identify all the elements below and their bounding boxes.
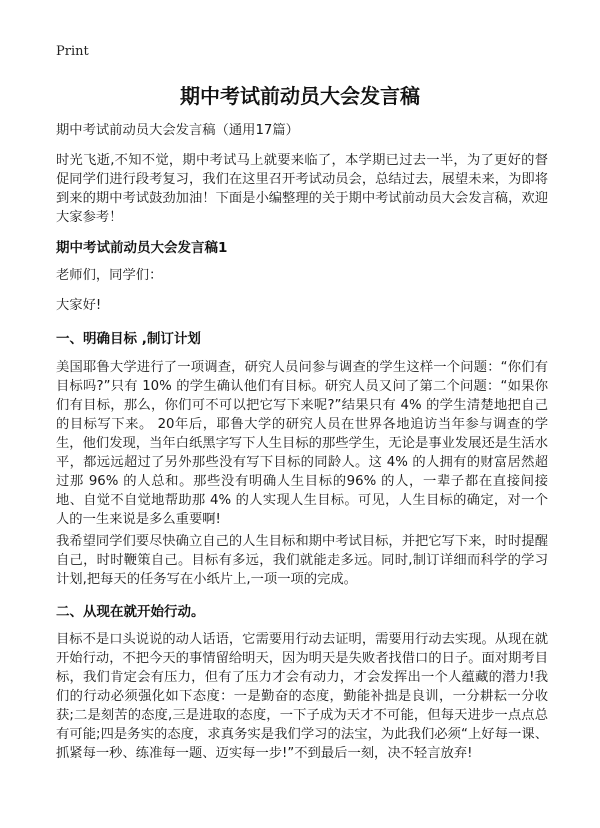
heading-2: 二、从现在就开始行动。 <box>56 604 205 620</box>
heading-1: 一、明确目标 ,制订计划 <box>56 331 201 347</box>
intro-paragraph: 时光飞逝,不知不觉，期中考试马上就要来临了，本学期已过去一半，为了更好的督促同学们进行段考复习，我们在这里召开考试动员会，总结过去，展望未来，为即将到来的期中考试鼓劲加油！下面是小编整理的关于期中考试前动员大会发言稿，欢迎大家参考！ <box>56 153 548 225</box>
print-link[interactable]: Print <box>56 44 89 59</box>
page-title: 期中考试前动员大会发言稿 <box>180 84 420 108</box>
subtitle: 期中考试前动员大会发言稿（通用17篇） <box>56 123 299 138</box>
body-paragraph: 目标不是口头说说的动人话语，它需要用行动去证明，需要用行动去实现。从现在就开始行动，不把今天的事情留给明天，因为明天是失败者找借口的日子。面对期考目标，我们肯定会有压力，但有了压力才会有动力，才会发挥出一个人蕴藏的潜力!我们的行动必须强化如下态度：一是勤奋的态度，勤能补拙是良训，一分耕耘一分收获;二是刻苦的态度,三是进取的态度，一下子成为天才不可能，但每天进步一点点总有可能;四是务实的态度，求真务实是我们学习的法宝，为此我们必须“上好每一课、抓紧每一秒、练准每一题、迈实每一步!”不到最后一刻，决不轻言放弃! <box>56 632 548 761</box>
greeting-line: 大家好! <box>56 298 102 313</box>
section-title: 期中考试前动员大会发言稿1 <box>56 240 228 256</box>
body-paragraph: 我希望同学们要尽快确立自己的人生目标和期中考试目标，并把它写下来，时时提醒自己，时时鞭策自己。目标有多远，我们就能走多远。同时,制订详细而科学的学习计划,把每天的任务写在小纸片上,一项一项的完成。 <box>56 534 548 587</box>
greeting-line: 老师们，同学们： <box>56 268 163 283</box>
body-paragraph: 美国耶鲁大学进行了一项调查，研究人员问参与调查的学生这样一个问题：“你们有目标吗?”只有 10% 的学生确认他们有目标。研究人员又问了第二个问题：“如果你们有目标，那么，你们可不可以把它写下来呢?”结果只有 4% 的学生清楚地把自己的目标写下来。 20年后，耶鲁大学的研究人员在世界各地追访当年参与调查的学生，他们发现，当年白纸黑字写下人生目标的那些学生，无论是事业发展还是生活水平，都远远超过了另外那些没有写下目标的同龄人。这 4% 的人拥有的财富居然超过那 96% 的人总和。那些没有明确人生目标的96% 的人，一辈子都在直接间接地、自觉不自觉地帮助那 4% 的人实现人生目标。可见，人生目标的确定，对一个人的一生来说是多么重要啊! <box>56 360 548 527</box>
